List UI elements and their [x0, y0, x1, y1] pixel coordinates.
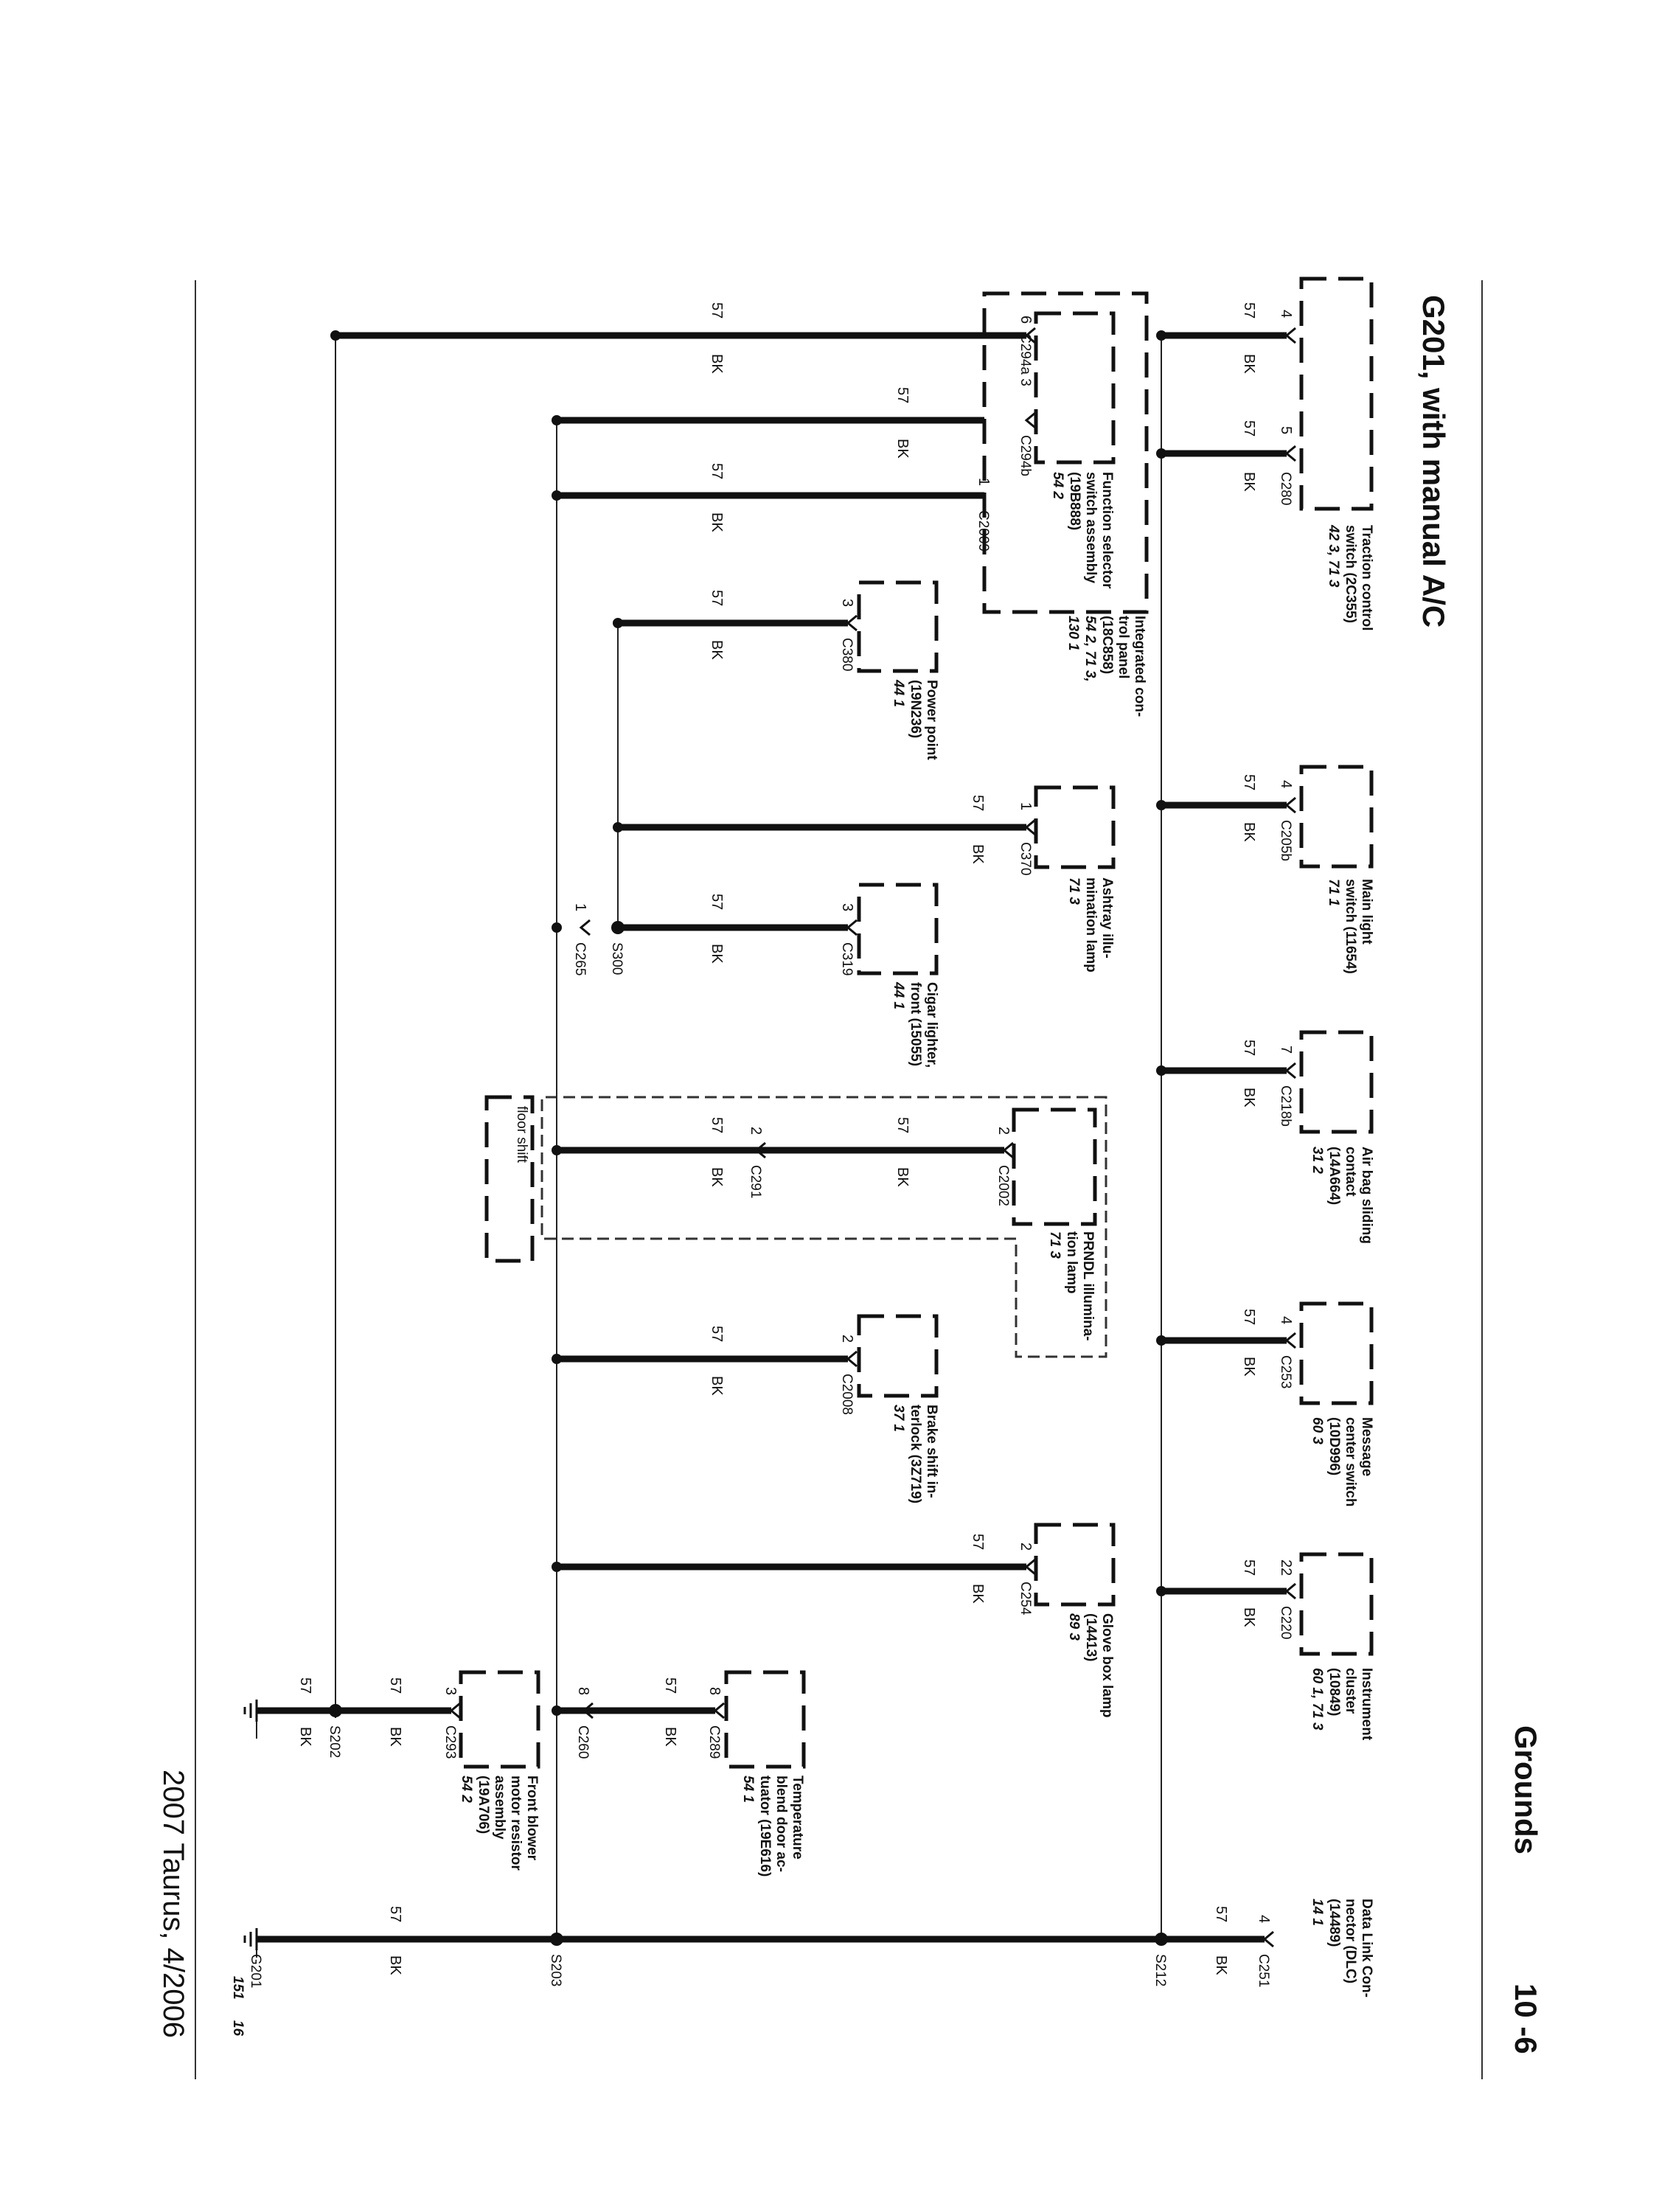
svg-text:44 1 — [891, 679, 906, 707]
pin-c370: 1 — [1018, 802, 1034, 811]
wire-gauge: 57 — [1241, 302, 1257, 319]
temp-blend-pins: 54 1 — [740, 1775, 756, 1803]
pin-chevron — [1004, 1143, 1013, 1158]
pin-chevron — [848, 920, 857, 935]
splice-dot — [552, 490, 562, 501]
ground-symbol-g201 — [245, 1928, 257, 1950]
wire-color: BK — [709, 1376, 725, 1396]
message-label-2: center switch — [1343, 1417, 1358, 1507]
wire-color: BK — [709, 354, 725, 374]
power-point-label-1: Power point — [924, 680, 939, 760]
ground-g201-label: G201 — [248, 1954, 263, 1989]
svg-text:71 3 — [1066, 877, 1082, 905]
svg-text:(19B888) — [1067, 472, 1082, 530]
svg-text:54 2 — [1050, 472, 1065, 499]
main-light-label-2: switch (11654) — [1343, 879, 1358, 974]
splice-s212 — [1155, 1933, 1168, 1946]
svg-text:130 1 — [1065, 616, 1081, 651]
svg-text:37 1 — [891, 1405, 906, 1432]
connector-c294b: C294b — [1018, 435, 1033, 476]
pin-c294a: 6 — [1018, 316, 1034, 324]
connector-c251: C251 — [1256, 1954, 1271, 1988]
ashtray-label-2: mination lamp — [1083, 877, 1099, 973]
air-bag-label-1: Air bag sliding — [1359, 1147, 1374, 1244]
svg-text:switch (11654) — [1343, 879, 1358, 974]
svg-text:terlock (3Z719) — [908, 1405, 923, 1503]
svg-text:Glove box lamp — [1099, 1613, 1115, 1717]
pin-chevron — [581, 920, 590, 935]
wire-gauge: 57 — [970, 795, 986, 812]
main-light-switch-box — [1301, 767, 1371, 866]
pin-chevron — [1287, 1584, 1295, 1599]
component-labels — [459, 472, 1374, 1997]
svg-text:Ashtray illu- — [1099, 877, 1115, 959]
wire-color: BK — [1241, 354, 1257, 374]
wire-gauge: 57 — [709, 302, 725, 319]
blower-pins: 54 2 — [459, 1775, 474, 1803]
svg-text:front (15055) — [908, 982, 923, 1066]
function-pins: 54 2 — [1050, 472, 1065, 499]
splice-dot — [552, 1562, 562, 1572]
integrated-control-panel-box — [984, 293, 1147, 612]
splice-dot — [1156, 1335, 1166, 1346]
splice-s203 — [550, 1933, 563, 1946]
splice-s203-label: S203 — [548, 1954, 563, 1987]
wire-gauge: 57 — [662, 1677, 678, 1694]
wire-color: BK — [709, 944, 725, 964]
svg-text:(19N236) — [908, 680, 923, 738]
wire-gauge: 57 — [709, 463, 725, 480]
connector-c294a: C294a 3 — [1018, 333, 1033, 386]
pin-c253: 4 — [1278, 1316, 1294, 1325]
connector-c2002: C2002 — [995, 1165, 1011, 1206]
blower-label-2: motor resistor — [508, 1775, 524, 1871]
wire-gauge: 57 — [970, 1534, 986, 1551]
svg-text:mination lamp — [1083, 877, 1099, 973]
splice-s212-label: S212 — [1152, 1954, 1168, 1987]
pin-chevron — [1026, 413, 1035, 428]
svg-text:assembly — [492, 1775, 507, 1840]
wire-color: BK — [1241, 1088, 1257, 1107]
splice-dot — [552, 922, 562, 933]
temp-blend-label-1: Temperature — [790, 1775, 805, 1860]
svg-text:(14A664) — [1326, 1147, 1342, 1205]
pin-chevron — [451, 1703, 460, 1718]
connector-c205b: C205b — [1278, 820, 1293, 861]
svg-text:blend door ac- — [773, 1775, 789, 1872]
prndl-label-1: PRNDL illumina- — [1080, 1231, 1096, 1341]
cigar-label-2: front (15055) — [908, 982, 923, 1067]
pin-c291: 2 — [748, 1127, 764, 1135]
temp-blend-label-2: blend door ac- — [773, 1775, 789, 1872]
wire-color: BK — [662, 1727, 678, 1747]
glove-label-2: (14413) — [1083, 1613, 1099, 1662]
svg-text:44 1 — [891, 981, 906, 1009]
dlc-label-1: Data Link Con- — [1359, 1899, 1374, 1998]
power-point-label-2: (19N236) — [908, 680, 923, 739]
blower-label-4: (19A706) — [476, 1775, 491, 1834]
svg-text:center switch — [1343, 1417, 1358, 1506]
svg-text:54 1 — [740, 1775, 756, 1803]
connector-c2008: C2008 — [839, 1374, 855, 1415]
wire-gauge: 57 — [387, 1906, 403, 1923]
connector-c370: C370 — [1018, 842, 1033, 876]
splice-dot — [1156, 1586, 1166, 1596]
pin-c218b: 7 — [1278, 1046, 1294, 1054]
power-point-box — [859, 582, 936, 671]
code-151: 151 — [230, 1976, 246, 2000]
power-point-pins: 44 1 — [891, 680, 906, 707]
cigar-lighter-box — [859, 885, 936, 973]
wire-gauge: 57 — [387, 1677, 403, 1694]
wire-gauge: 57 — [709, 590, 725, 607]
connector-c280: C280 — [1278, 472, 1293, 506]
svg-text:tuator (19E616) — [757, 1775, 773, 1877]
splice-dot — [1156, 448, 1166, 459]
pin-c293: 3 — [442, 1687, 459, 1696]
svg-text:31 2 — [1310, 1147, 1325, 1174]
connector-c254: C254 — [1018, 1582, 1033, 1615]
pin-chevron — [1287, 328, 1295, 343]
svg-text:Cigar lighter, — [924, 982, 939, 1068]
message-label-3: (10D996) — [1326, 1417, 1342, 1476]
wire-color: BK — [709, 512, 725, 532]
icp-pins-a: 130 1 — [1065, 616, 1081, 651]
svg-text:Traction control — [1359, 525, 1374, 631]
page-number: 10 -6 — [1509, 1983, 1543, 2054]
svg-text:60 1, 71 3 — [1310, 1668, 1325, 1731]
wire-gauge: 57 — [894, 387, 911, 404]
function-label-1: Function selector — [1099, 472, 1115, 589]
wire-color: BK — [387, 1955, 403, 1975]
function-label-2: switch assembly — [1083, 472, 1099, 584]
brake-pins: 37 1 — [891, 1405, 906, 1432]
blower-label-1: Front blower — [524, 1775, 540, 1861]
glove-box-lamp-box — [1036, 1525, 1113, 1604]
icp-pins-b: 54 2, 71 3, — [1082, 616, 1098, 682]
wire-gauge: 57 — [297, 1677, 313, 1694]
connector-c218b: C218b — [1278, 1085, 1293, 1127]
wire-gauge: 57 — [709, 894, 725, 911]
function-label-3: (19B888) — [1067, 472, 1082, 531]
cluster-label-1: Instrument — [1359, 1668, 1374, 1741]
diagram-subtitle: G201, with manual A/C — [1416, 295, 1451, 628]
pin-chevron — [715, 1703, 724, 1718]
pin-c205b: 4 — [1278, 780, 1294, 789]
pin-chevron — [1026, 820, 1035, 835]
svg-text:(14489) — [1326, 1899, 1342, 1947]
pin-c280: 5 — [1278, 426, 1294, 435]
svg-text:54 2, 71 3, — [1082, 616, 1098, 682]
pin-chevron — [1287, 446, 1295, 461]
splice-dot — [1156, 1065, 1166, 1076]
svg-text:Integrated con- — [1132, 616, 1147, 717]
pin-c265: 1 — [572, 903, 588, 912]
svg-text:Power point — [924, 680, 939, 760]
wire-color: BK — [894, 439, 911, 459]
dlc-label-2: nector (DLC) — [1343, 1899, 1358, 1984]
temp-blend-actuator-box — [726, 1672, 804, 1767]
connector-c220: C220 — [1278, 1606, 1293, 1640]
pin-chevron — [848, 616, 857, 630]
svg-text:54 2 — [459, 1775, 474, 1803]
svg-text:Air bag sliding — [1359, 1147, 1374, 1244]
wire-color: BK — [387, 1727, 403, 1747]
prndl-pins: 71 3 — [1047, 1231, 1062, 1259]
brake-label-1: Brake shift in- — [924, 1405, 939, 1498]
icp-label-3: (18C858) — [1099, 616, 1115, 675]
svg-text:(19A706) — [476, 1775, 491, 1834]
splice-s300 — [611, 921, 625, 934]
pin-c289: 8 — [706, 1687, 723, 1696]
svg-text:Message — [1359, 1417, 1374, 1476]
splice-dot — [330, 330, 341, 341]
page-title: Grounds — [1509, 1725, 1543, 1854]
wire-color: BK — [1213, 1955, 1229, 1975]
svg-text:switch assembly — [1083, 472, 1099, 583]
connector-c265: C265 — [572, 942, 588, 976]
svg-text:motor resistor — [508, 1775, 524, 1871]
svg-text:(10849) — [1326, 1668, 1342, 1717]
svg-text:Temperature — [790, 1775, 805, 1860]
pin-c260: 8 — [575, 1687, 591, 1696]
pin-chevron — [1026, 1559, 1035, 1574]
pin-c319: 3 — [839, 903, 855, 912]
message-label-1: Message — [1359, 1417, 1374, 1477]
splice-dot — [552, 1145, 562, 1155]
floor-shift-option-outline — [542, 1097, 1106, 1357]
air-bag-pins: 31 2 — [1310, 1147, 1325, 1174]
svg-text:nector (DLC) — [1343, 1899, 1358, 1983]
ground-symbol-s202 — [245, 1700, 257, 1722]
floor-shift-label: floor shift — [514, 1106, 529, 1164]
pin-c254: 2 — [1018, 1543, 1034, 1551]
prndl-label-2: tion lamp — [1064, 1231, 1079, 1294]
svg-text:Brake shift in- — [924, 1405, 939, 1498]
svg-text:71 1 — [1326, 879, 1341, 906]
connector-c253: C253 — [1278, 1355, 1293, 1389]
message-pins: 60 3 — [1310, 1417, 1325, 1444]
connector-c319: C319 — [839, 942, 855, 976]
ashtray-pins: 71 3 — [1066, 877, 1082, 905]
connector-c380: C380 — [839, 638, 855, 672]
svg-text:71 3 — [1047, 1231, 1062, 1259]
function-selector-switch-box — [1036, 313, 1113, 462]
traction-label-2: switch (2C355) — [1343, 525, 1358, 624]
svg-text:tion lamp — [1064, 1231, 1079, 1293]
pin-chevron — [848, 1352, 857, 1366]
traction-pins: 42 3, 71 3 — [1326, 525, 1341, 588]
wire-gauge: 57 — [1241, 1559, 1257, 1576]
svg-text:60 3 — [1310, 1417, 1325, 1444]
wire-color: BK — [1241, 472, 1257, 492]
wire-color: BK — [1241, 822, 1257, 842]
wire-gauge: 57 — [709, 1326, 725, 1343]
glove-pins: 89 3 — [1066, 1613, 1082, 1641]
svg-text:89 3 — [1066, 1613, 1082, 1641]
blower-label-3: assembly — [492, 1775, 507, 1840]
blower-resistor-box — [461, 1672, 538, 1767]
connector-c291: C291 — [748, 1165, 763, 1199]
pin-chevron — [1287, 798, 1295, 813]
svg-text:(14413) — [1083, 1613, 1099, 1662]
connector-c2009: C2009 — [975, 510, 991, 552]
wire-color: BK — [1241, 1607, 1257, 1627]
message-center-switch-box — [1301, 1304, 1371, 1403]
svg-text:(18C858) — [1099, 616, 1115, 674]
wire-color: BK — [970, 1584, 986, 1604]
wire-gauge: 57 — [1241, 774, 1257, 791]
splice-dot — [613, 618, 623, 628]
pin-c2009: 1 — [975, 478, 992, 487]
splice-s300-label: S300 — [609, 942, 625, 975]
splice-dot — [1156, 330, 1166, 341]
cigar-pins: 44 1 — [891, 982, 906, 1009]
pin-c220: 22 — [1278, 1559, 1294, 1576]
pin-traction-4: 4 — [1278, 310, 1294, 319]
air-bag-label-3: (14A664) — [1326, 1147, 1342, 1206]
wire-gauge: 57 — [1241, 420, 1257, 437]
svg-text:switch (2C355) — [1343, 525, 1358, 623]
code-16: 16 — [230, 2020, 246, 2037]
svg-text:Function selector — [1099, 472, 1115, 589]
dlc-label-3: (14489) — [1326, 1899, 1342, 1947]
wire-color: BK — [709, 640, 725, 660]
cigar-label-1: Cigar lighter, — [924, 982, 939, 1068]
cluster-pins: 60 1, 71 3 — [1310, 1668, 1325, 1731]
splice-s202-label: S202 — [327, 1725, 342, 1759]
ashtray-lamp-box — [1036, 787, 1113, 867]
svg-text:cluster — [1343, 1668, 1358, 1714]
icp-label-2: trol panel — [1116, 616, 1131, 679]
connector-c293: C293 — [442, 1725, 458, 1759]
page-footer: 2007 Taurus, 4/2006 — [157, 1770, 189, 2039]
cluster-label-3: (10849) — [1326, 1668, 1342, 1717]
wire-color: BK — [1241, 1357, 1257, 1377]
wire-color: BK — [970, 844, 986, 864]
wire-gauge: 57 — [1241, 1040, 1257, 1057]
pin-c380: 3 — [839, 599, 855, 608]
main-light-label-1: Main light — [1359, 879, 1374, 945]
splice-dot — [1156, 800, 1166, 810]
instrument-cluster-box — [1301, 1554, 1371, 1654]
air-bag-contact-box — [1301, 1032, 1371, 1132]
svg-text:trol panel — [1116, 616, 1131, 679]
svg-text:PRNDL illumina- — [1080, 1231, 1096, 1341]
connector-c289: C289 — [706, 1725, 722, 1759]
pin-c2002: 2 — [995, 1127, 1012, 1135]
svg-text:floor shift — [514, 1106, 529, 1164]
traction-label-1: Traction control — [1359, 525, 1374, 631]
pin-chevron — [1287, 1333, 1295, 1348]
pin-chevron — [1265, 1932, 1273, 1947]
ashtray-label-1: Ashtray illu- — [1099, 877, 1115, 959]
icp-label-1: Integrated con- — [1132, 616, 1147, 717]
splice-dot — [552, 1705, 562, 1716]
wire-color: BK — [894, 1167, 911, 1187]
dlc-pins: 14 1 — [1310, 1899, 1325, 1926]
main-light-pins: 71 1 — [1326, 879, 1341, 906]
temp-blend-label-3: tuator (19E616) — [757, 1775, 773, 1877]
svg-text:Instrument — [1359, 1668, 1374, 1741]
traction-control-switch-box — [1301, 279, 1371, 509]
air-bag-label-2: contact — [1343, 1147, 1358, 1197]
connector-c260: C260 — [575, 1725, 591, 1759]
splice-dot — [552, 415, 562, 425]
splice-s202 — [329, 1704, 342, 1717]
wire-gauge: 57 — [1213, 1906, 1229, 1923]
pin-c2008: 2 — [839, 1335, 855, 1343]
pin-chevron — [1287, 1063, 1295, 1078]
brake-shift-interlock-box — [859, 1316, 936, 1396]
glove-label-1: Glove box lamp — [1099, 1613, 1115, 1718]
svg-text:Front blower — [524, 1775, 540, 1861]
svg-text:14 1 — [1310, 1899, 1325, 1926]
svg-text:contact — [1343, 1147, 1358, 1197]
pin-c251: 4 — [1256, 1915, 1272, 1924]
wire-gauge: 57 — [1241, 1309, 1257, 1326]
svg-text:Main light — [1359, 879, 1374, 945]
cluster-label-2: cluster — [1343, 1668, 1358, 1714]
wire-color: BK — [297, 1727, 313, 1747]
wire-color: BK — [709, 1167, 725, 1187]
brake-label-2: terlock (3Z719) — [908, 1405, 923, 1504]
splice-dot — [552, 1354, 562, 1364]
wire-gauge: 57 — [894, 1117, 911, 1134]
svg-text:42 3, 71 3 — [1326, 524, 1341, 588]
splice-dot — [613, 822, 623, 832]
svg-text:Data Link Con- — [1359, 1899, 1374, 1997]
prndl-lamp-box — [1014, 1110, 1095, 1224]
svg-text:(10D996) — [1326, 1417, 1342, 1475]
wire-gauge: 57 — [709, 1117, 725, 1134]
